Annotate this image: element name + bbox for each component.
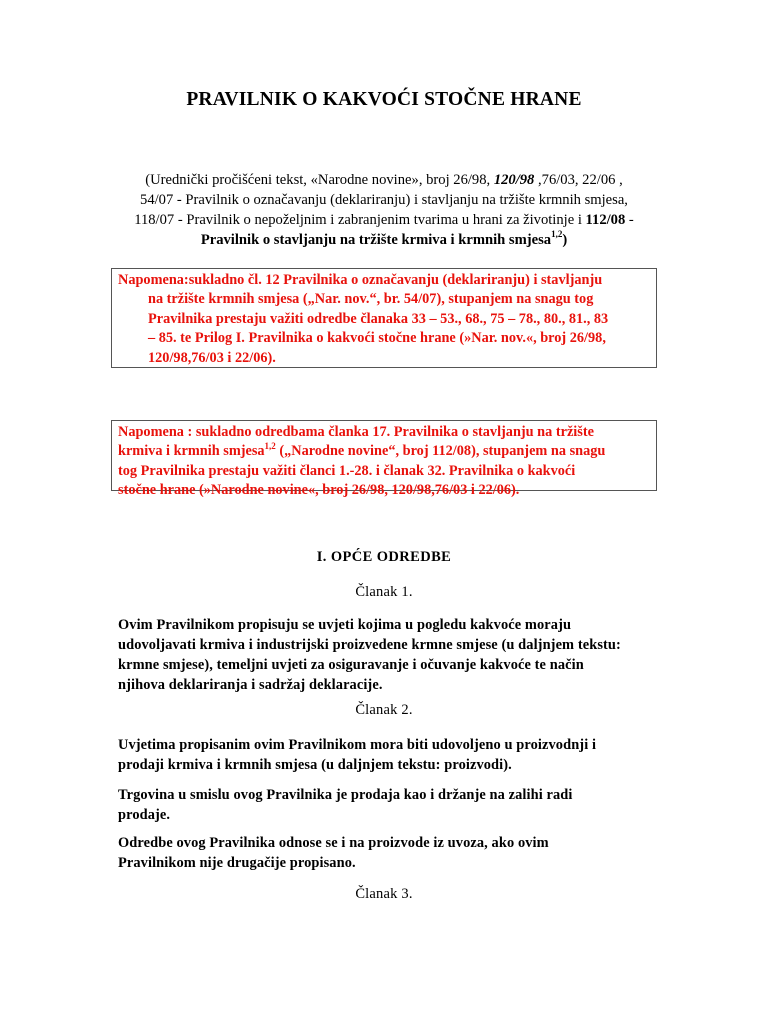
paragraph-line: Trgovina u smislu ovog Pravilnika je prodaja kao i držanje na zalihi radi <box>118 787 573 803</box>
article-2-paragraph-3 <box>118 833 658 873</box>
footnote-ref: 1,2 <box>264 440 276 451</box>
article-3-heading: Članak 3. <box>355 886 413 902</box>
note2-line-4: stočne hrane (»Narodne novine«, broj 26/98, 120/98,76/03 i 22/06). <box>118 482 520 499</box>
subtitle-text: ) <box>562 232 568 248</box>
paragraph-line: njihova deklariranja i sadržaj deklaracije. <box>118 677 383 693</box>
subtitle-text: 118/07 - Pravilnik o nepoželjnim i zabranjenim tvarima u hrani za životinje i <box>134 212 586 228</box>
subtitle-line-3 <box>110 210 658 230</box>
paragraph-line: prodaje. <box>118 807 171 823</box>
paragraph-line: krmne smjese), temeljni uvjeti za osiguravanje i očuvanje kakvoće te način <box>118 657 584 673</box>
paragraph-line: Ovim Pravilnikom propisuju se uvjeti kojima u pogledu kakvoće moraju <box>118 617 572 633</box>
note1-line-4: – 85. te Prilog I. Pravilnika o kakvoći stočne hrane (»Nar. nov.«, broj 26/98, <box>148 330 606 347</box>
note2-text: („Narodne novine“, broj 112/08), stupanjem na snagu <box>275 443 606 460</box>
note2-line-1: Napomena : sukladno odredbama članka 17. Pravilnika o stavljanju na tržište <box>118 424 594 440</box>
article-1-heading: Članak 1. <box>355 584 413 600</box>
note-box-1 <box>111 268 657 368</box>
paragraph-line: Uvjetima propisanim ovim Pravilnikom mora biti udovoljeno u proizvodnji i <box>118 737 597 753</box>
paragraph-line: udovoljavati krmiva i industrijski proizvedene krmne smjese (u daljnjem tekstu: <box>118 637 621 653</box>
subtitle-text: Pravilnik o stavljanju na tržište krmiva i krmnih smjesa <box>200 232 552 248</box>
article-2-paragraph-2 <box>118 785 658 825</box>
note2-line-2 <box>118 442 650 461</box>
subtitle-line-2: 54/07 - Pravilnik o označavanju (deklariranju) i stavljanju na tržište krmnih smjesa, <box>140 192 628 208</box>
section-heading: I. OPĆE ODREDBE <box>316 549 452 565</box>
article-1-paragraph <box>118 615 658 695</box>
subtitle-line-4 <box>110 230 658 250</box>
note1-line-3: Pravilnika prestaju važiti odredbe članaka 33 – 53., 68., 75 – 78., 80., 81., 83 <box>148 310 609 327</box>
note2-text: krmiva i krmnih smjesa <box>118 443 265 460</box>
paragraph-line: prodaji krmiva i krmnih smjesa (u daljnjem tekstu: proizvodi). <box>118 757 512 773</box>
note1-line-1: Napomena:sukladno čl. 12 Pravilnika o označavanju (deklariranju) i stavljanju <box>118 272 603 288</box>
editorial-subtitle <box>110 170 658 250</box>
article-2-paragraph-1 <box>118 735 658 775</box>
footnote-ref: 1,2 <box>551 229 563 240</box>
note1-line-5: 120/98,76/03 i 22/06). <box>148 349 276 366</box>
paragraph-line: Odredbe ovog Pravilnika odnose se i na proizvode iz uvoza, ako ovim <box>118 835 549 851</box>
subtitle-text: ,76/03, 22/06 , <box>538 172 623 188</box>
subtitle-line-1 <box>110 170 658 190</box>
subtitle-text: - <box>625 212 634 228</box>
note-box-2 <box>111 420 657 499</box>
subtitle-emphasis: 120/98 <box>493 172 538 188</box>
note2-line-3: tog Pravilnika prestaju važiti članci 1.-28. i članak 32. Pravilnika o kakvoći <box>118 462 576 479</box>
document-title: PRAVILNIK O KAKVOĆI STOČNE HRANE <box>186 89 582 110</box>
paragraph-line: Pravilnikom nije drugačije propisano. <box>118 855 356 871</box>
article-2-heading: Članak 2. <box>355 702 413 718</box>
subtitle-text: (Urednički pročišćeni tekst, «Narodne novine», broj 26/98, <box>145 172 494 188</box>
note1-line-2: na tržište krmnih smjesa („Nar. nov.“, br. 54/07), stupanjem na snagu tog <box>148 291 594 308</box>
subtitle-emphasis: 112/08 <box>585 212 626 228</box>
